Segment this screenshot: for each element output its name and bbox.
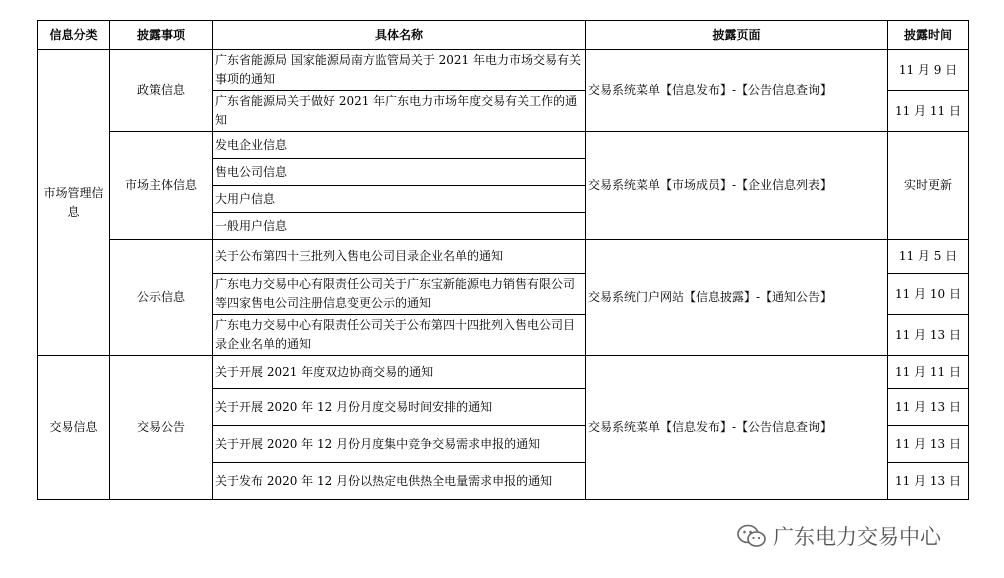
header-item: 披露事项 [110, 21, 213, 50]
time-cell: 11 月 11 日 [888, 356, 969, 389]
wechat-icon [737, 523, 767, 549]
page-cell: 交易系统菜单【市场成员】-【企业信息列表】 [586, 132, 888, 240]
name-cell: 广东省能源局 国家能源局南方监管局关于 2021 年电力市场交易有关事项的通知 [213, 50, 586, 91]
time-cell: 11 月 13 日 [888, 315, 969, 356]
name-cell: 广东电力交易中心有限责任公司关于公布第四十四批列入售电公司目录企业名单的通知 [213, 315, 586, 356]
item-cell: 交易公告 [110, 356, 213, 500]
disclosure-table [37, 20, 969, 500]
time-cell: 11 月 9 日 [888, 50, 969, 91]
name-cell: 关于开展 2021 年度双边协商交易的通知 [213, 356, 586, 389]
watermark-text: 广东电力交易中心 [773, 525, 941, 549]
time-cell: 11 月 5 日 [888, 240, 969, 274]
header-name: 具体名称 [213, 21, 586, 50]
name-cell: 大用户信息 [213, 186, 586, 213]
table-row [38, 356, 969, 389]
name-cell: 广东电力交易中心有限责任公司关于广东宝新能源电力销售有限公司等四家售电公司注册信息变更公示的通知 [213, 274, 586, 315]
page-cell: 交易系统菜单【信息发布】-【公告信息查询】 [586, 356, 888, 500]
header-time: 披露时间 [888, 21, 969, 50]
category-cell: 交易信息 [38, 356, 110, 500]
page-cell: 交易系统门户网站【信息披露】-【通知公告】 [586, 240, 888, 356]
item-cell: 公示信息 [110, 240, 213, 356]
time-cell: 11 月 13 日 [888, 389, 969, 426]
name-cell: 广东省能源局关于做好 2021 年广东电力市场年度交易有关工作的通知 [213, 91, 586, 132]
table-row [38, 240, 969, 274]
name-cell: 关于开展 2020 年 12 月份月度集中竞争交易需求申报的通知 [213, 426, 586, 463]
watermark [733, 521, 945, 551]
header-page: 披露页面 [586, 21, 888, 50]
time-cell: 11 月 13 日 [888, 463, 969, 500]
item-cell: 市场主体信息 [110, 132, 213, 240]
time-cell: 11 月 11 日 [888, 91, 969, 132]
name-cell: 售电公司信息 [213, 159, 586, 186]
page-cell: 交易系统菜单【信息发布】-【公告信息查询】 [586, 50, 888, 132]
name-cell: 关于开展 2020 年 12 月份月度交易时间安排的通知 [213, 389, 586, 426]
name-cell: 关于发布 2020 年 12 月份以热定电供热全电量需求申报的通知 [213, 463, 586, 500]
name-cell: 发电企业信息 [213, 132, 586, 159]
time-cell: 实时更新 [888, 132, 969, 240]
time-cell: 11 月 10 日 [888, 274, 969, 315]
header-category: 信息分类 [38, 21, 110, 50]
table-row [38, 132, 969, 159]
header-row [38, 21, 969, 50]
item-cell: 政策信息 [110, 50, 213, 132]
table-row [38, 50, 969, 91]
time-cell: 11 月 13 日 [888, 426, 969, 463]
category-cell: 市场管理信息 [38, 50, 110, 356]
name-cell: 一般用户信息 [213, 213, 586, 240]
name-cell: 关于公布第四十三批列入售电公司目录企业名单的通知 [213, 240, 586, 274]
